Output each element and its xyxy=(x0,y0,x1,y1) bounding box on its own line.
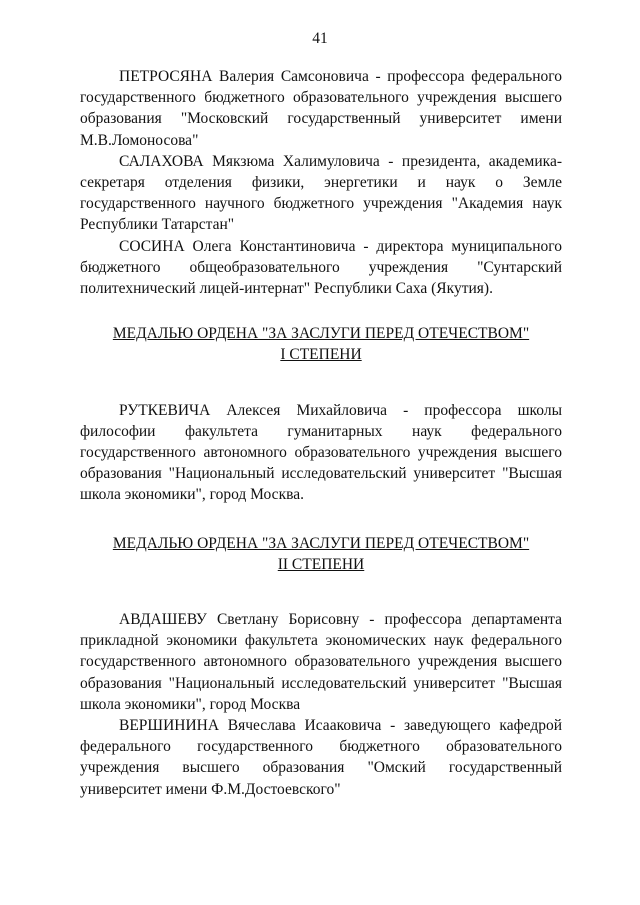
section-heading-medal-first-degree xyxy=(80,323,562,365)
section-heading-medal-second-degree xyxy=(80,533,562,575)
award-entry-sosin: СОСИНА Олега Константиновича - директора муниципального бюджетного общеобразовательного учреждения "Сунтарский политехнический лицей-интернат" Республики Саха (Якутия). xyxy=(80,237,562,298)
section-heading-line: МЕДАЛЬЮ ОРДЕНА "ЗА ЗАСЛУГИ ПЕРЕД ОТЕЧЕСТВОМ" xyxy=(112,325,530,343)
award-entry-salakhov: САЛАХОВА Мякзюма Халимуловича - президента, академика-секретаря отделения физики, энергетики и наук о Земле государственного научного бюджетного учреждения "Академия наук Республики Татарстан" xyxy=(80,152,562,234)
section-heading-line: МЕДАЛЬЮ ОРДЕНА "ЗА ЗАСЛУГИ ПЕРЕД ОТЕЧЕСТВОМ" xyxy=(112,534,530,552)
award-entry-avdasheva: АВДАШЕВУ Светлану Борисовну - профессора департамента прикладной экономики факультета экономических наук федерального государственного автономного образовательного учреждения высшего образования "Национальный исследовательский университет "Высшая школа экономики", город Москва xyxy=(80,611,562,713)
section-heading-degree: II СТЕПЕНИ xyxy=(277,555,365,573)
document-body xyxy=(80,66,562,800)
section-heading-degree: I СТЕПЕНИ xyxy=(280,346,362,364)
award-entry-rutkevich: РУТКЕВИЧА Алексея Михайловича - профессора школы философии факультета гуманитарных наук федерального государственного автономного образовательного учреждения высшего образования "Национальный исследовательский университет "Высшая школа экономики", город Москва. xyxy=(80,401,562,504)
award-entry-petrosyan: ПЕТРОСЯНА Валерия Самсоновича - профессора федерального государственного бюджетного образовательного учреждения высшего образования "Московский государственный университет имени М.В.Ломоносова" xyxy=(80,68,562,149)
page-number: 41 xyxy=(312,30,328,47)
award-entry-vershinin: ВЕРШИНИНА Вячеслава Исааковича - заведующего кафедрой федерального государственного бюджетного образовательного учреждения высшего образования "Омский государственный университет имени Ф.М.Достоевского" xyxy=(80,717,562,798)
